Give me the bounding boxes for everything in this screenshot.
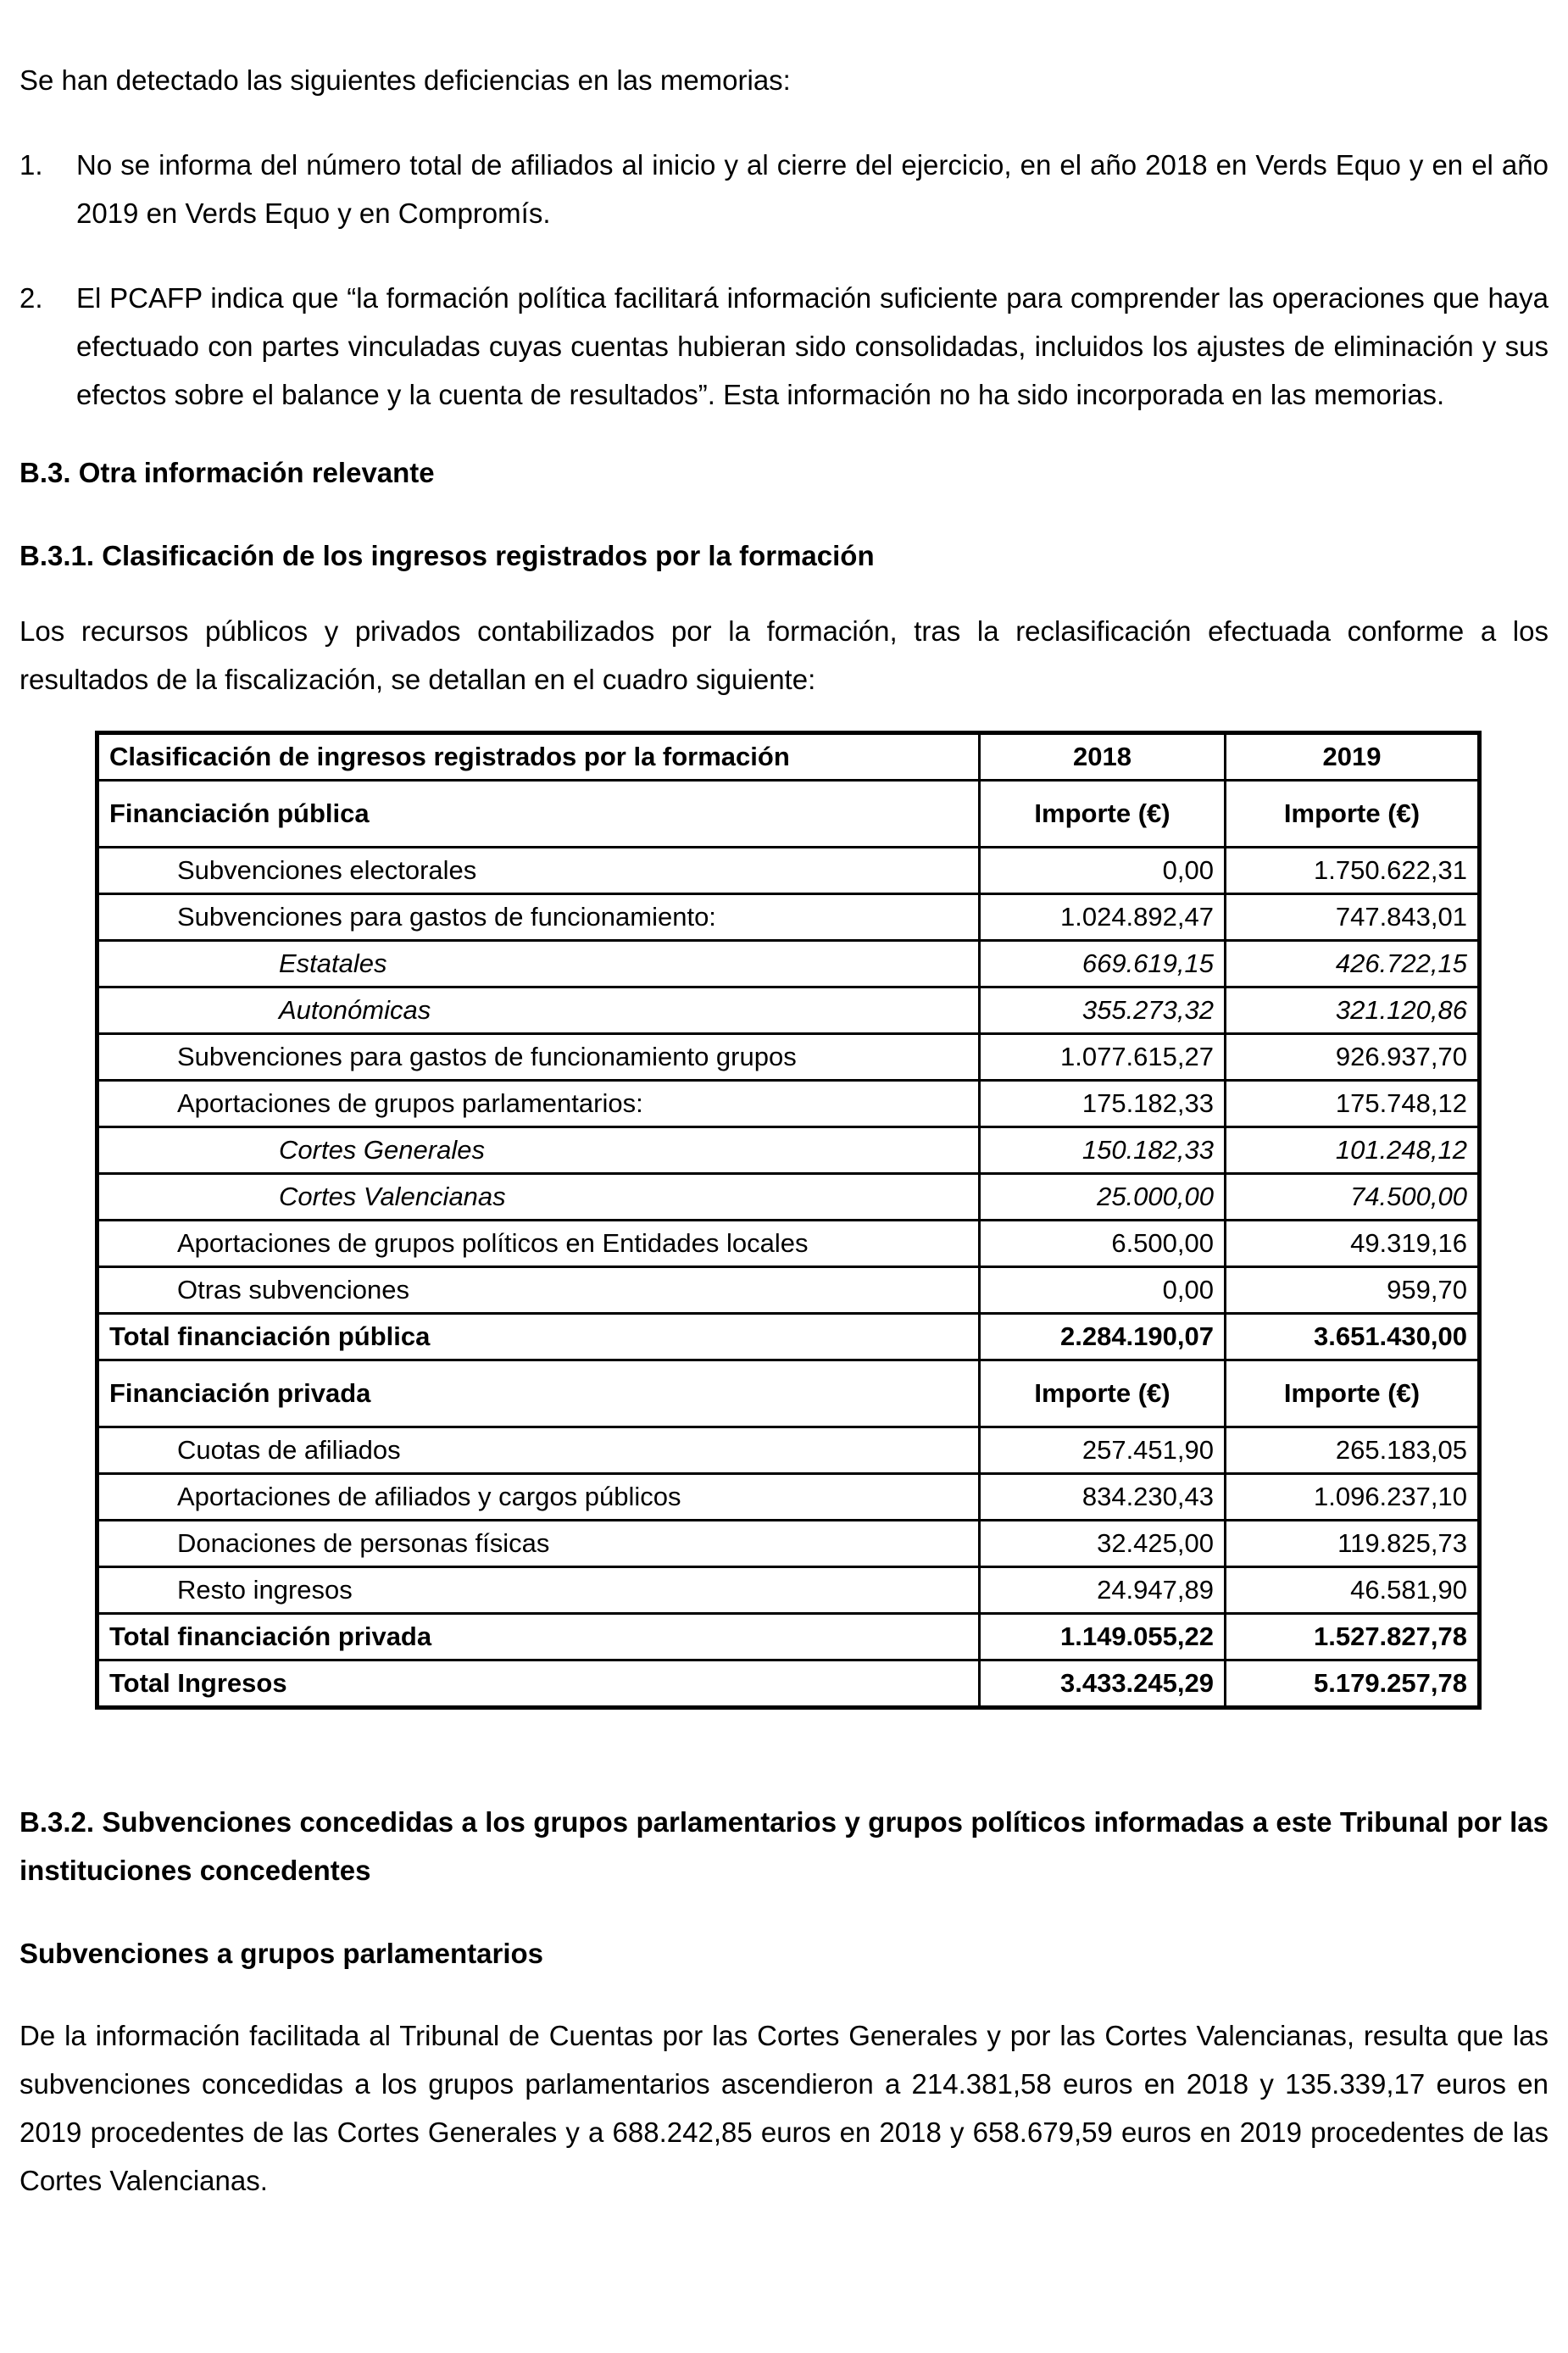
table-cell: Otras subvenciones <box>97 1267 980 1314</box>
heading-b31: B.3.1. Clasificación de los ingresos registrados por la formación <box>19 540 875 571</box>
list-item-text: El PCAFP indica que “la formación política facilitará información suficiente para comprender las operaciones que haya efectuado con partes vinculadas cuyas cuentas hubieran sido consolidadas, incluidos los ajustes de eliminación y sus efectos sobre el balance y la cuenta de resultados”. Esta información no ha sido incorporada en las memorias. <box>76 282 1549 410</box>
table-cell: Subvenciones para gastos de funcionamiento: <box>97 894 980 941</box>
table-cell: 257.451,90 <box>980 1427 1226 1474</box>
table-cell: 1.750.622,31 <box>1226 848 1480 894</box>
table-cell: Estatales <box>97 941 980 987</box>
table-row <box>97 733 1480 781</box>
table-cell: 2018 <box>980 733 1226 781</box>
table-cell: 3.433.245,29 <box>980 1660 1226 1708</box>
table-row <box>97 1127 1480 1174</box>
table-cell: 669.619,15 <box>980 941 1226 987</box>
table-cell: 959,70 <box>1226 1267 1480 1314</box>
table-row <box>97 1360 1480 1427</box>
table-cell: Financiación pública <box>97 781 980 848</box>
table-row <box>97 1314 1480 1360</box>
table-cell: 1.077.615,27 <box>980 1034 1226 1081</box>
table-cell: 265.183,05 <box>1226 1427 1480 1474</box>
table-cell: 355.273,32 <box>980 987 1226 1034</box>
table-cell: 1.024.892,47 <box>980 894 1226 941</box>
table-cell: Importe (€) <box>1226 781 1480 848</box>
table-cell: Subvenciones electorales <box>97 848 980 894</box>
table-cell: 0,00 <box>980 848 1226 894</box>
table-row <box>97 1034 1480 1081</box>
list-item-text: No se informa del número total de afiliados al inicio y al cierre del ejercicio, en el año 2018 en Verds Equo y en el año 2019 en Verds Equo y en Compromís. <box>76 149 1549 229</box>
table-cell: 150.182,33 <box>980 1127 1226 1174</box>
table-row <box>97 781 1480 848</box>
table-row <box>97 894 1480 941</box>
heading-b32: B.3.2. Subvenciones concedidas a los grupos parlamentarios y grupos políticos informadas a este Tribunal por las instituciones concedentes <box>19 1806 1549 1886</box>
table-row <box>97 1567 1480 1614</box>
table-row <box>97 941 1480 987</box>
table-cell: 1.149.055,22 <box>980 1614 1226 1660</box>
table-cell: Donaciones de personas físicas <box>97 1521 980 1567</box>
table-row <box>97 1660 1480 1708</box>
table-cell: Cortes Generales <box>97 1127 980 1174</box>
table-row <box>97 987 1480 1034</box>
table-row <box>97 1614 1480 1660</box>
table-cell: 101.248,12 <box>1226 1127 1480 1174</box>
table-cell: 834.230,43 <box>980 1474 1226 1521</box>
table-cell: 74.500,00 <box>1226 1174 1480 1221</box>
table-cell: 321.120,86 <box>1226 987 1480 1034</box>
heading-subvenciones: Subvenciones a grupos parlamentarios <box>19 1938 544 1969</box>
table-row <box>97 1267 1480 1314</box>
heading-b3: B.3. Otra información relevante <box>19 457 435 488</box>
table-cell: Autonómicas <box>97 987 980 1034</box>
table-row <box>97 1521 1480 1567</box>
table-cell: 24.947,89 <box>980 1567 1226 1614</box>
ingresos-table <box>95 731 1482 1710</box>
table-cell: Resto ingresos <box>97 1567 980 1614</box>
ingresos-table-body <box>97 733 1480 1708</box>
b31-paragraph: Los recursos públicos y privados contabilizados por la formación, tras la reclasificación efectuada conforme a los resultados de la fiscalización, se detallan en el cuadro siguiente: <box>19 615 1549 695</box>
table-cell: 175.182,33 <box>980 1081 1226 1127</box>
table-cell: Total financiación pública <box>97 1314 980 1360</box>
intro-paragraph: Se han detectado las siguientes deficiencias en las memorias: <box>19 64 791 96</box>
table-cell: Cuotas de afiliados <box>97 1427 980 1474</box>
table-row <box>97 1474 1480 1521</box>
table-cell: 5.179.257,78 <box>1226 1660 1480 1708</box>
table-cell: 119.825,73 <box>1226 1521 1480 1567</box>
table-cell: 747.843,01 <box>1226 894 1480 941</box>
table-row <box>97 848 1480 894</box>
table-cell: Aportaciones de grupos parlamentarios: <box>97 1081 980 1127</box>
table-cell: Importe (€) <box>980 781 1226 848</box>
table-cell: 926.937,70 <box>1226 1034 1480 1081</box>
table-cell: Importe (€) <box>1226 1360 1480 1427</box>
table-row <box>97 1221 1480 1267</box>
table-cell: 49.319,16 <box>1226 1221 1480 1267</box>
table-row <box>97 1174 1480 1221</box>
table-cell: 1.096.237,10 <box>1226 1474 1480 1521</box>
table-cell: Subvenciones para gastos de funcionamiento grupos <box>97 1034 980 1081</box>
list-item-number: 1. <box>19 149 43 181</box>
table-cell: Financiación privada <box>97 1360 980 1427</box>
table-row <box>97 1081 1480 1127</box>
table-cell: 426.722,15 <box>1226 941 1480 987</box>
table-cell: Clasificación de ingresos registrados por la formación <box>97 733 980 781</box>
list-item <box>19 141 1549 237</box>
table-cell: 2.284.190,07 <box>980 1314 1226 1360</box>
table-cell: 3.651.430,00 <box>1226 1314 1480 1360</box>
table-cell: Aportaciones de grupos políticos en Entidades locales <box>97 1221 980 1267</box>
table-row <box>97 1427 1480 1474</box>
table-cell: Total financiación privada <box>97 1614 980 1660</box>
table-cell: 6.500,00 <box>980 1221 1226 1267</box>
table-cell: Cortes Valencianas <box>97 1174 980 1221</box>
table-cell: 1.527.827,78 <box>1226 1614 1480 1660</box>
table-cell: 0,00 <box>980 1267 1226 1314</box>
list-item-number: 2. <box>19 282 43 314</box>
table-cell: Aportaciones de afiliados y cargos públicos <box>97 1474 980 1521</box>
table-cell: 25.000,00 <box>980 1174 1226 1221</box>
table-cell: Total Ingresos <box>97 1660 980 1708</box>
table-cell: 2019 <box>1226 733 1480 781</box>
table-cell: 32.425,00 <box>980 1521 1226 1567</box>
table-cell: 175.748,12 <box>1226 1081 1480 1127</box>
table-cell: Importe (€) <box>980 1360 1226 1427</box>
list-item <box>19 274 1549 419</box>
table-cell: 46.581,90 <box>1226 1567 1480 1614</box>
final-paragraph: De la información facilitada al Tribunal de Cuentas por las Cortes Generales y por las Cortes Valencianas, resulta que las subvenciones concedidas a los grupos parlamentarios ascendieron a 214.381,58 euros en 2018 y 135.339,17 euros en 2019 procedentes de las Cortes Generales y a 688.242,85 euros en 2018 y 658.679,59 euros en 2019 procedentes de las Cortes Valencianas. <box>19 2020 1549 2196</box>
